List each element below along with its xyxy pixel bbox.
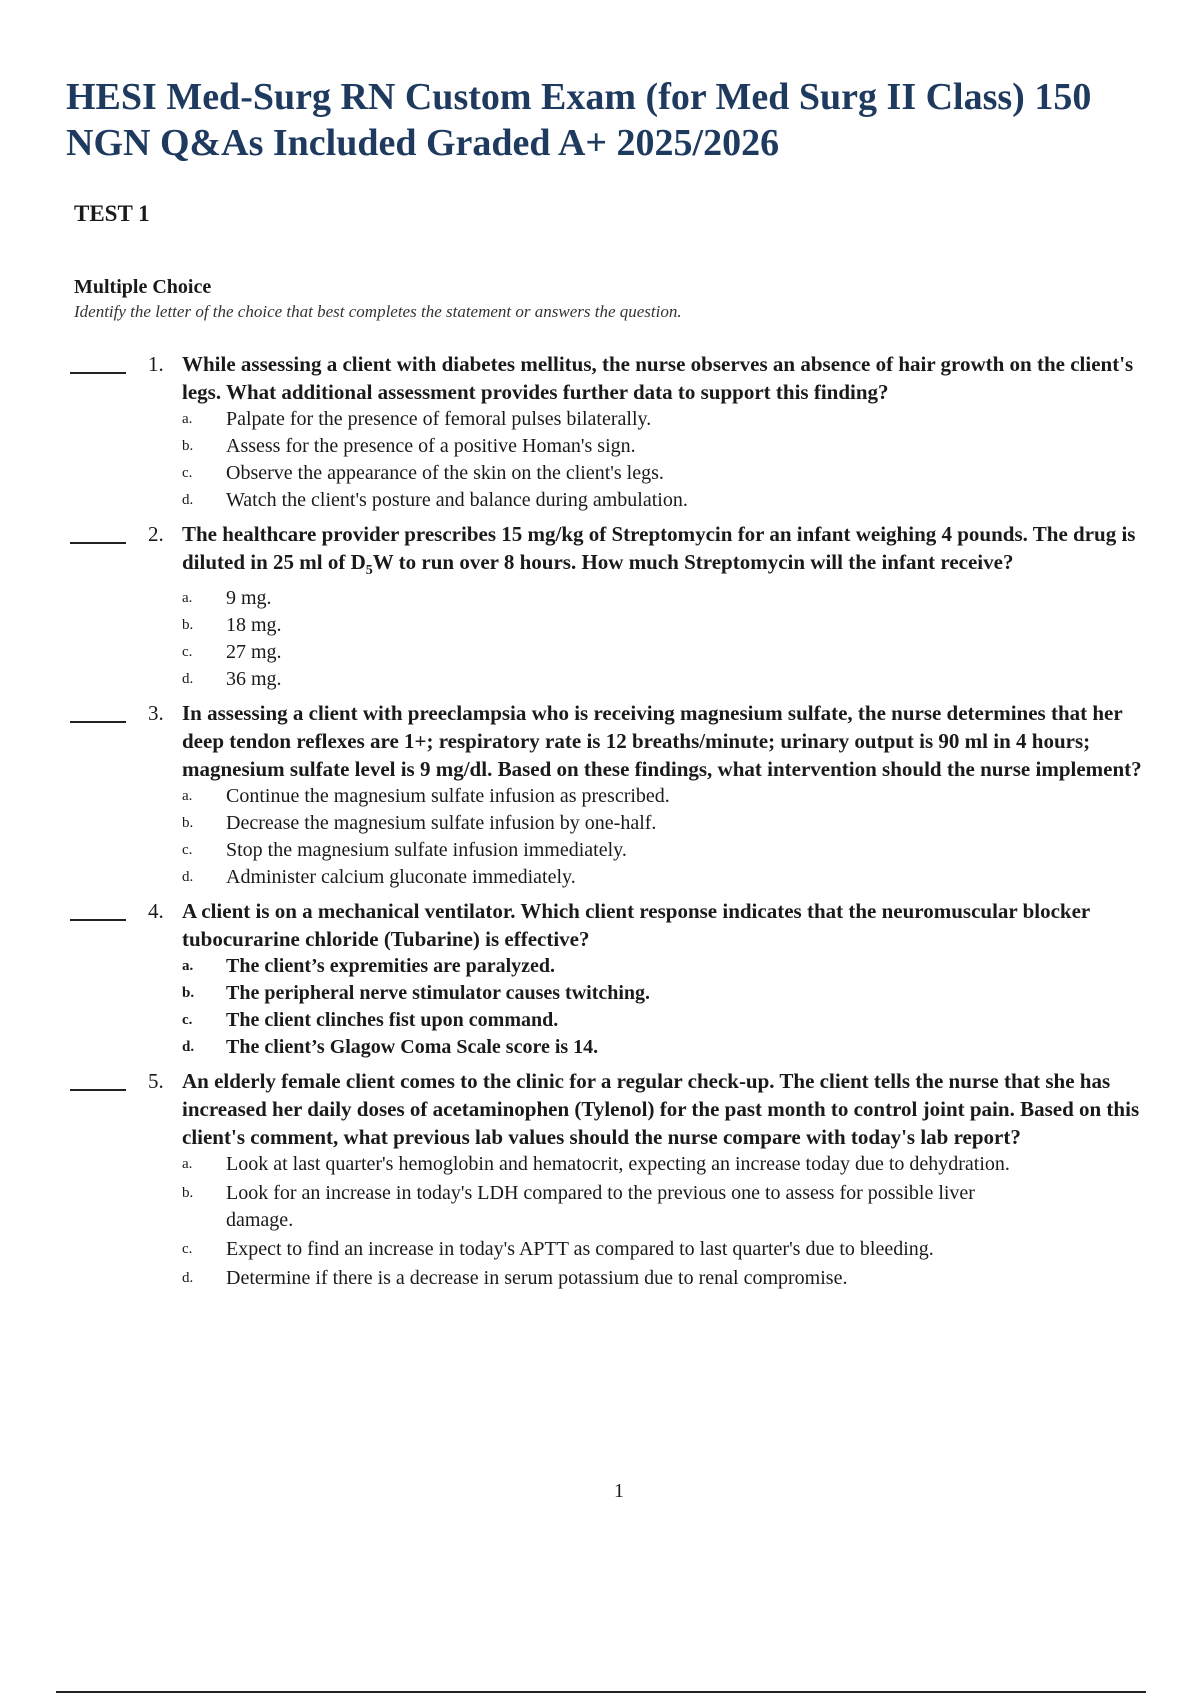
option-b	[182, 980, 1155, 1007]
option-b	[182, 433, 1155, 460]
option-c	[182, 639, 1155, 666]
option-list	[182, 406, 1155, 514]
option-a	[182, 783, 1155, 810]
question-stem	[148, 1067, 1155, 1151]
option-letter: c.	[182, 1241, 193, 1258]
option-list	[182, 953, 1155, 1061]
option-letter: a.	[182, 788, 193, 805]
option-letter: d.	[182, 671, 194, 688]
question-text: In assessing a client with preeclampsia who is receiving magnesium sulfate, the nurse determines that her deep tendon reflexes are 1+; respiratory rate is 12 breaths/minute; urinary output is 90 ml in 4 hours; magnesium sulfate level is 9 mg/dl. Based on these findings, what intervention should the nurse implement?	[182, 701, 1142, 782]
option-letter: c.	[182, 465, 193, 481]
question-1	[70, 350, 1155, 514]
option-letter: b.	[182, 985, 195, 1002]
question-text: The healthcare provider prescribes 15 mg/kg of Streptomycin for an infant weighing 4 pounds. The drug is diluted in 25 ml of D	[182, 522, 1136, 574]
question-stem	[148, 897, 1155, 953]
option-a	[182, 585, 1155, 612]
option-text: The client clinches fist upon command.	[226, 1009, 559, 1032]
question-list	[70, 350, 1155, 1294]
section-title: Multiple Choice	[74, 276, 212, 298]
option-text: The client’s Glagow Coma Scale score is 14.	[226, 1036, 599, 1059]
question-stem	[148, 520, 1155, 585]
option-letter: a.	[182, 958, 194, 975]
option-d	[182, 666, 1155, 693]
option-letter: d.	[182, 492, 194, 508]
question-stem	[148, 350, 1155, 406]
option-text: Look for an increase in today's LDH compared to the previous one to assess for possible liver damage.	[226, 1182, 975, 1232]
question-text: A client is on a mechanical ventilator. Which client response indicates that the neuromuscular blocker tubocurarine chloride (Tubarine) is effective?	[182, 899, 1090, 952]
option-a	[182, 1151, 1042, 1178]
option-c	[182, 1007, 1155, 1034]
option-text: Administer calcium gluconate immediately.	[226, 866, 576, 889]
option-letter: b.	[182, 438, 194, 454]
option-d	[182, 487, 1155, 514]
option-c	[182, 460, 1155, 487]
section-instructions: Identify the letter of the choice that best completes the statement or answers the question.	[74, 302, 682, 321]
option-d	[182, 1265, 1042, 1292]
option-text: The peripheral nerve stimulator causes twitching.	[226, 982, 651, 1005]
option-letter: a.	[182, 411, 193, 427]
option-text: Palpate for the presence of femoral pulses bilaterally.	[226, 408, 652, 430]
question-text: While assessing a client with diabetes mellitus, the nurse observes an absence of hair growth on the client's legs. What additional assessment provides further data to support this finding?	[182, 352, 1134, 404]
title-line-1: HESI Med-Surg RN Custom Exam (for Med Surg II Class) 150	[66, 76, 1092, 118]
option-a	[182, 406, 1155, 433]
option-text: Stop the magnesium sulfate infusion immediately.	[226, 839, 627, 862]
option-letter: b.	[182, 617, 194, 634]
option-text: Assess for the presence of a positive Homan's sign.	[226, 435, 636, 457]
option-text: Decrease the magnesium sulfate infusion by one-half.	[226, 812, 657, 835]
question-number: 1.	[148, 352, 164, 376]
option-b	[182, 810, 1155, 837]
option-letter: c.	[182, 1012, 193, 1029]
answer-blank[interactable]	[70, 372, 126, 374]
question-number: 5.	[148, 1069, 164, 1094]
document-title	[66, 74, 1176, 166]
page-number: 1	[614, 1480, 624, 1502]
question-number: 3.	[148, 701, 164, 726]
question-4	[70, 897, 1155, 1061]
question-2	[70, 520, 1155, 693]
option-list	[182, 1151, 1042, 1292]
option-text: Look at last quarter's hemoglobin and hematocrit, expecting an increase today due to dehydration.	[226, 1153, 1010, 1176]
option-list	[182, 585, 1155, 693]
option-text: Continue the magnesium sulfate infusion as prescribed.	[226, 785, 670, 808]
test-label: TEST 1	[74, 201, 150, 226]
question-stem	[148, 699, 1155, 783]
answer-blank[interactable]	[70, 542, 126, 544]
option-letter: b.	[182, 815, 194, 832]
question-number: 4.	[148, 899, 164, 924]
answer-blank[interactable]	[70, 721, 126, 723]
question-text-cont: W to run over 8 hours. How much Streptomycin will the infant receive?	[372, 550, 1014, 574]
option-text: The client’s expremities are paralyzed.	[226, 955, 556, 978]
option-b	[182, 1180, 1042, 1234]
option-text: Watch the client's posture and balance during ambulation.	[226, 489, 688, 511]
question-3	[70, 699, 1155, 891]
option-text: Observe the appearance of the skin on the client's legs.	[226, 462, 664, 484]
option-list	[182, 783, 1155, 891]
option-c	[182, 1236, 1042, 1263]
option-letter: b.	[182, 1185, 194, 1202]
option-letter: d.	[182, 869, 194, 886]
option-letter: d.	[182, 1039, 195, 1056]
option-letter: a.	[182, 590, 193, 607]
option-c	[182, 837, 1155, 864]
option-letter: a.	[182, 1156, 193, 1173]
option-letter: c.	[182, 644, 193, 661]
answer-blank[interactable]	[70, 919, 126, 921]
option-text: 36 mg.	[226, 668, 282, 691]
option-letter: c.	[182, 842, 193, 859]
answer-blank[interactable]	[70, 1089, 126, 1091]
option-text: 18 mg.	[226, 614, 282, 637]
title-line-2: NGN Q&As Included Graded A+ 2025/2026	[66, 122, 780, 164]
option-d	[182, 1034, 1155, 1061]
subscript-5: 5	[365, 563, 373, 579]
bottom-divider	[56, 1691, 1146, 1693]
question-text: An elderly female client comes to the clinic for a regular check-up. The client tells the nurse that she has increased her daily doses of acetaminophen (Tylenol) for the past month to control joint pain. Based on this client's comment, what previous lab values should the nurse compare with today's lab report?	[182, 1069, 1140, 1150]
question-number: 2.	[148, 522, 164, 546]
option-a	[182, 953, 1155, 980]
option-text: 27 mg.	[226, 641, 282, 664]
option-text: Determine if there is a decrease in serum potassium due to renal compromise.	[226, 1267, 848, 1290]
option-letter: d.	[182, 1270, 194, 1287]
option-b	[182, 612, 1155, 639]
option-text: Expect to find an increase in today's APTT as compared to last quarter's due to bleeding.	[226, 1238, 934, 1261]
option-d	[182, 864, 1155, 891]
question-5	[70, 1067, 1155, 1292]
option-text: 9 mg.	[226, 587, 272, 610]
